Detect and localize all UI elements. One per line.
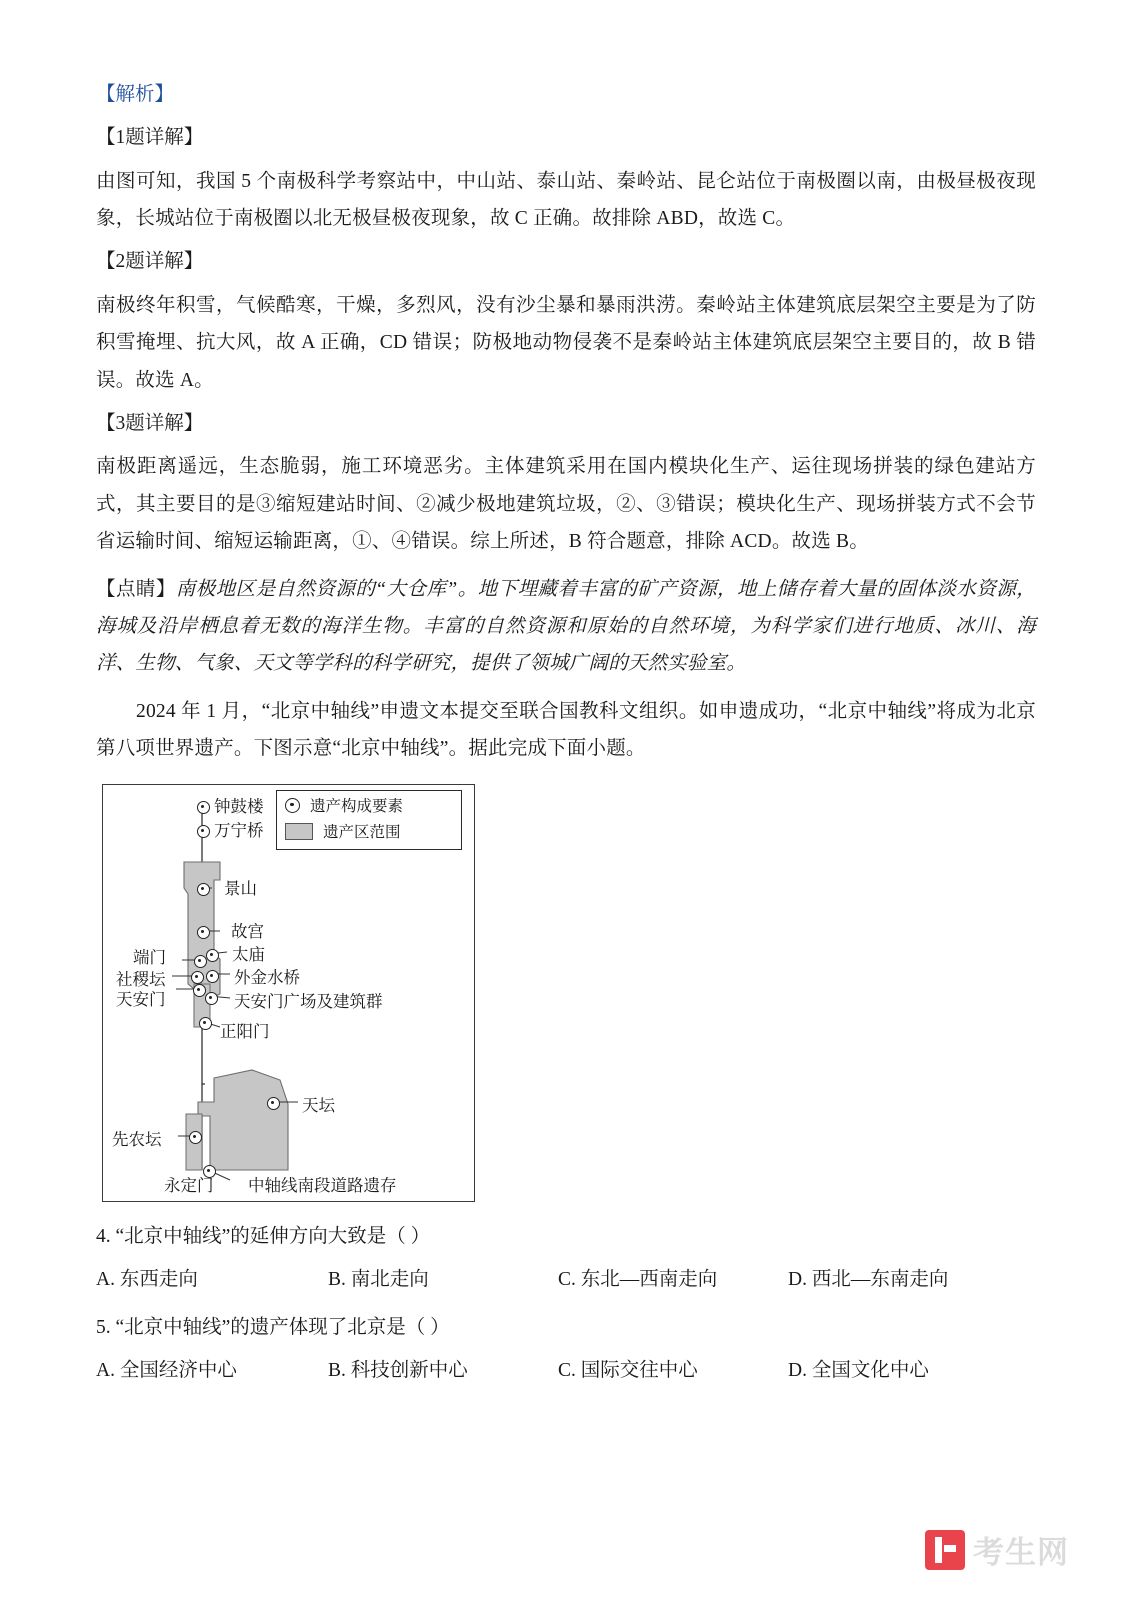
heritage-point-tiananmen [193, 984, 206, 997]
legend-label-area: 遗产区范围 [323, 823, 401, 841]
question-4-option-a[interactable]: A. 东西走向 [96, 1268, 198, 1290]
question-4-option-d[interactable]: D. 西北—东南走向 [788, 1268, 949, 1290]
question-4-options [96, 1261, 1036, 1293]
analysis-section-3-body: 南极距离遥远，生态脆弱，施工环境恶劣。主体建筑采用在国内模块化生产、运往现场拼装的绿色建站方式，其主要目的是③缩短建站时间、②减少极地建筑垃圾，②、③错误；模块化生产、现场拼装方式不会节省运输时间、缩短运输距离，①、④错误。综上所述，B 符合题意，排除 ACD。故选 B。 [96, 456, 1036, 553]
question-5-text: “北京中轴线”的遗产体现了北京是（ ） [115, 1316, 450, 1338]
figure-label-shejitan: 社稷坛 [116, 969, 166, 989]
question-5-option-a[interactable]: A. 全国经济中心 [96, 1359, 237, 1381]
question-4-text: “北京中轴线”的延伸方向大致是（ ） [115, 1225, 431, 1247]
analysis-highlight [96, 571, 1036, 683]
figure-label-gugong: 故宫 [231, 921, 264, 941]
figure-label-duanmen: 端门 [133, 947, 166, 967]
figure-label-xiannongtan: 先农坛 [112, 1129, 162, 1149]
figure-label-zhengyangmen: 正阳门 [220, 1021, 270, 1041]
figure-label-tiananmen: 天安门 [116, 989, 166, 1009]
analysis-highlight-heading: 【点睛】 [96, 578, 176, 600]
analysis-title: 【解析】 [96, 84, 175, 105]
analysis-section-2-heading: 【2题详解】 [96, 251, 204, 273]
heritage-point-shejitan [191, 971, 204, 984]
question-4-option-c[interactable]: C. 东北—西南走向 [558, 1268, 718, 1290]
watermark-text: 考生网 [973, 1535, 1069, 1570]
question-5-stem [96, 1309, 1036, 1346]
figure-label-zhonggulou: 钟鼓楼 [214, 796, 264, 816]
figure-label-wanningqiao: 万宁桥 [214, 820, 264, 840]
heritage-point-wanningqiao [197, 825, 210, 838]
question-5-option-c[interactable]: C. 国际交往中心 [558, 1359, 698, 1381]
analysis-section-1-heading: 【1题详解】 [96, 127, 204, 149]
watermark-logo-icon [925, 1530, 965, 1570]
question-4-number: 4. [96, 1225, 111, 1247]
figure-label-tiananmen-square: 天安门广场及建筑群 [234, 991, 383, 1011]
question-5-options [96, 1352, 1036, 1384]
heritage-point-jingshan [197, 883, 210, 896]
question-5-option-b[interactable]: B. 科技创新中心 [328, 1359, 468, 1381]
document-content [96, 80, 1036, 1388]
analysis-section-2-body: 南极终年积雪，气候酷寒，干燥，多烈风，没有沙尘暴和暴雨洪涝。秦岭站主体建筑底层架空主要是为了防积雪掩埋、抗大风，故 A 正确，CD 错误；防极地动物侵袭不是秦岭站主体建筑底层架空主要目的，故 B 错误。故选 A。 [96, 294, 1036, 391]
passage-text: 2024 年 1 月，“北京中轴线”申遗文本提交至联合国教科文组织。如申遗成功，“北京中轴线”将成为北京第八项世界遗产。下图示意“北京中轴线”。据此完成下面小题。 [96, 700, 1036, 760]
figure-label-tiantan: 天坛 [302, 1095, 335, 1115]
figure-label-central-axis-south-road: 中轴线南段道路遗存 [248, 1175, 397, 1195]
question-5-number: 5. [96, 1316, 111, 1338]
figure-label-jingshan: 景山 [224, 878, 257, 898]
analysis-highlight-body: 南极地区是自然资源的“大仓库”。地下埋藏着丰富的矿产资源，地上储存着大量的固体淡水资源，海城及沿岸栖息着无数的海洋生物。丰富的自然资源和原始的自然环境，为科学家们进行地质、冰川、海洋、生物、气象、天文等学科的科学研究，提供了领城广阔的天然实验室。 [96, 578, 1036, 675]
heritage-point-zhonggulou [197, 801, 210, 814]
watermark [925, 1527, 1069, 1572]
figure-label-yongdingmen: 永定门 [164, 1175, 214, 1195]
question-4-option-b[interactable]: B. 南北走向 [328, 1268, 429, 1290]
question-4-stem [96, 1218, 1036, 1255]
heritage-point-zhengyangmen [199, 1017, 212, 1030]
heritage-point-tiantan [267, 1097, 280, 1110]
heritage-point-waijinshuiqiao [206, 970, 219, 983]
question-5-option-d[interactable]: D. 全国文化中心 [788, 1359, 929, 1381]
legend-label-point: 遗产构成要素 [310, 797, 404, 815]
heritage-point-taimiao [206, 949, 219, 962]
heritage-point-tiananmen-square [205, 992, 218, 1005]
figure-label-taimiao: 太庙 [232, 944, 265, 964]
heritage-point-gugong [197, 926, 210, 939]
heritage-point-xiannongtan [189, 1131, 202, 1144]
heritage-point-duanmen [194, 955, 207, 968]
analysis-section-1-body: 由图可知，我国 5 个南极科学考察站中，中山站、泰山站、秦岭站、昆仑站位于南极圈以南，由极昼极夜现象，长城站位于南极圈以北无极昼极夜现象，故 C 正确。故排除 ABD，故选 C。 [96, 170, 1036, 229]
figure-label-waijinshuiqiao: 外金水桥 [234, 967, 300, 987]
figure-beijing-central-axis [102, 784, 475, 1202]
analysis-section-3-heading: 【3题详解】 [96, 412, 204, 434]
